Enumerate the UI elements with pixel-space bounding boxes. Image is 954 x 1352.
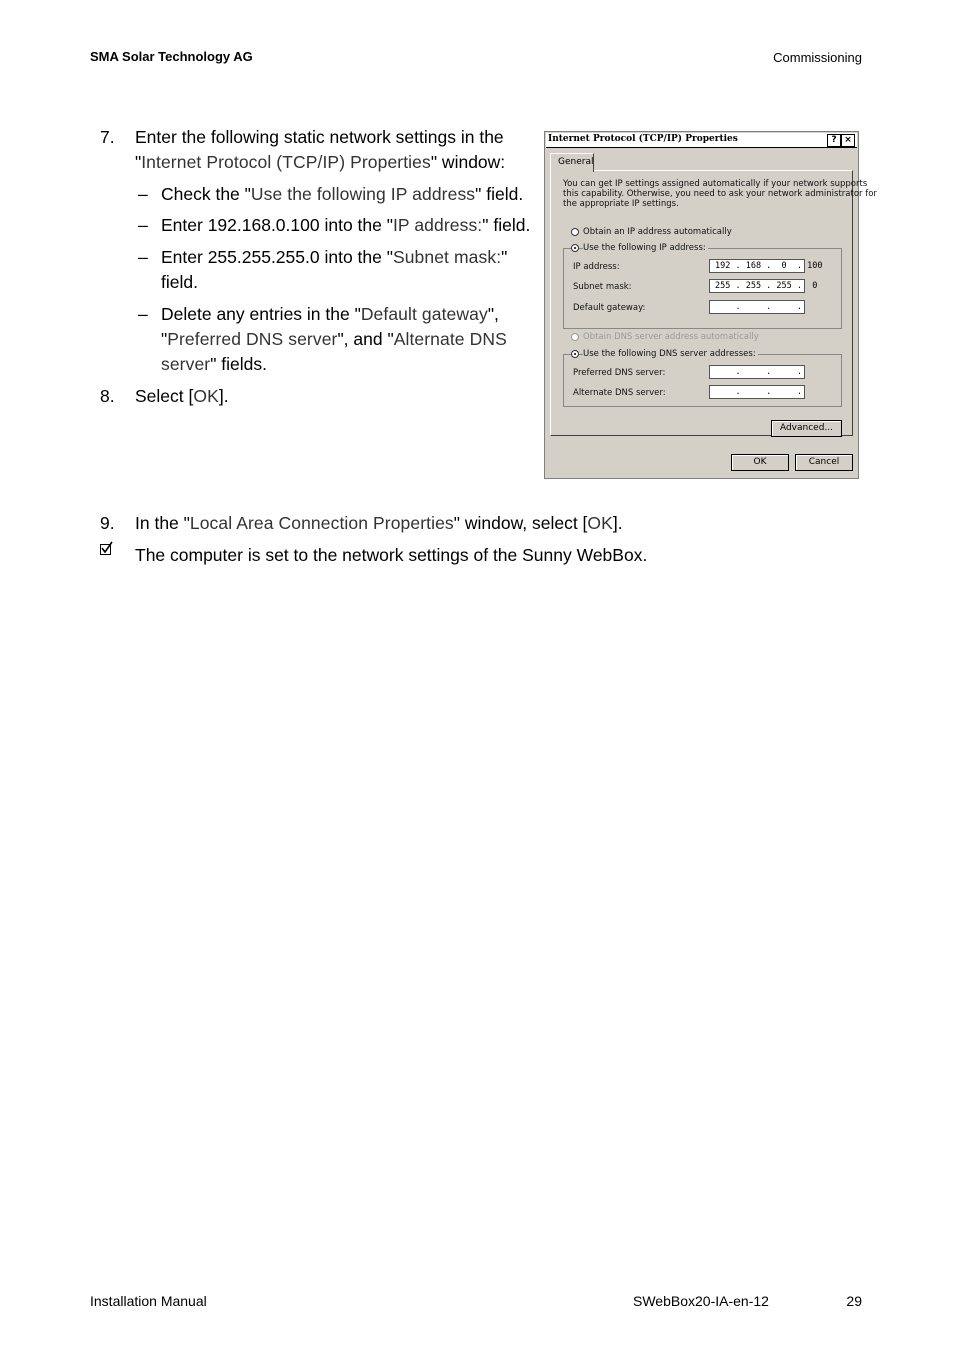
radio-obtain-dns-auto[interactable] (571, 333, 579, 341)
footer-manual: Installation Manual (90, 1293, 207, 1309)
subnet-mask-field[interactable]: 255 . 255 . 255 . 0 (709, 279, 805, 293)
header-company: SMA Solar Technology AG (90, 49, 253, 64)
radio-obtain-ip-auto[interactable] (571, 228, 579, 236)
ip-address-field[interactable]: 192 . 168 . 0 . 100 (709, 259, 805, 273)
pref-dns-label: Preferred DNS server: (573, 368, 666, 378)
step-number: 9. (100, 513, 115, 533)
step-number: 8. (100, 386, 115, 406)
dialog-titlebar (546, 133, 857, 148)
intro-text: You can get IP settings assigned automatically if your network supports this capability. Otherwise, you need to ask your network administrator for the appropriate IP settings. (563, 179, 877, 209)
bullet-dash: – (138, 184, 148, 204)
step-9-text: In the "Local Area Connection Properties" window, select [OK]. (135, 513, 623, 533)
checkmark-icon (100, 544, 111, 555)
tab-general[interactable]: General (550, 153, 594, 172)
radio-label: Use the following IP address: (583, 243, 706, 253)
radio-use-dns[interactable] (571, 350, 579, 358)
alt-dns-label: Alternate DNS server: (573, 388, 666, 398)
bullet-delete: Delete any entries in the "Default gateway", "Preferred DNS server", and "Alternate DNS server" fields. (161, 304, 507, 374)
help-icon[interactable]: ? (827, 134, 841, 147)
radio-label: Obtain an IP address automatically (583, 227, 732, 237)
dialog-title: Internet Protocol (TCP/IP) Properties (548, 134, 738, 144)
tcpip-properties-dialog (544, 131, 877, 479)
ip-label: IP address: (573, 262, 620, 272)
advanced-button[interactable]: Advanced... (771, 420, 842, 437)
gateway-label: Default gateway: (573, 303, 646, 313)
ui-reference: Internet Protocol (TCP/IP) Properties (141, 152, 431, 172)
page-number: 29 (846, 1293, 862, 1309)
footer-doc-id: SWebBox20-IA-en-12 (633, 1293, 769, 1309)
bullet-check: Check the "Use the following IP address" field. (161, 184, 524, 204)
close-icon[interactable]: × (841, 134, 855, 147)
default-gateway-field[interactable]: . . . (709, 300, 805, 314)
radio-label: Obtain DNS server address automatically (583, 332, 759, 342)
bullet-subnet: Enter 255.255.255.0 into the "Subnet mask:" field. (161, 247, 508, 292)
step-number: 7. (100, 127, 115, 147)
step-8-text: Select [OK]. (135, 386, 229, 406)
bullet-dash: – (138, 215, 148, 235)
radio-use-ip[interactable] (571, 244, 579, 252)
step-text: Enter the following static network settings in the "Internet Protocol (TCP/IP) Properties" window: (135, 127, 506, 172)
radio-label: Use the following DNS server addresses: (583, 349, 756, 359)
bullet-dash: – (138, 247, 148, 267)
alternate-dns-field[interactable]: . . . (709, 385, 805, 399)
dns-groupbox (563, 354, 842, 407)
bullet-dash: – (138, 304, 148, 324)
cancel-button[interactable]: Cancel (795, 454, 853, 471)
result-text: The computer is set to the network settings of the Sunny WebBox. (135, 545, 648, 565)
bullet-ip: Enter 192.168.0.100 into the "IP address:" field. (161, 215, 531, 235)
subnet-label: Subnet mask: (573, 282, 632, 292)
header-section: Commissioning (773, 50, 862, 65)
ok-button[interactable]: OK (731, 454, 789, 471)
preferred-dns-field[interactable]: . . . (709, 365, 805, 379)
